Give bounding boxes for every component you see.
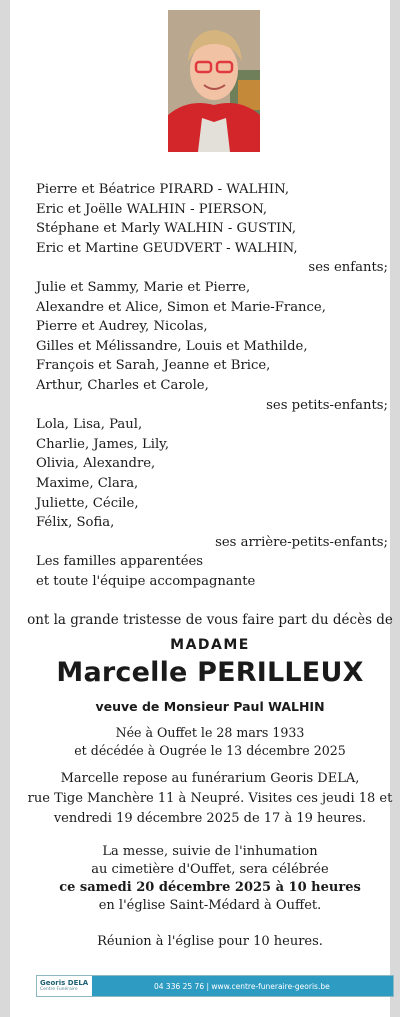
mass-datetime: ce samedi 20 décembre 2025 à 10 heures xyxy=(59,880,361,895)
mass-line: en l'église Saint-Médard à Ouffet. xyxy=(98,898,322,913)
family-line: et toute l'équipe accompagnante xyxy=(36,573,256,589)
funeral-home-logo xyxy=(37,976,92,996)
death-text: et décédée à Ougrée le 13 décembre 2025 xyxy=(74,743,346,758)
mass-block xyxy=(20,843,400,915)
obituary-page xyxy=(10,0,393,1017)
logo-name: Georis DELA xyxy=(40,979,89,987)
family-line: François et Sarah, Jeanne et Brice, xyxy=(36,358,271,374)
mass-line: au cimetière d'Ouffet, sera célébrée xyxy=(91,862,329,877)
visitation-line: rue Tige Manchère 11 à Neupré. Visites ces jeudi 18 et xyxy=(27,791,393,806)
title-text: MADAME xyxy=(170,637,250,653)
family-list xyxy=(36,180,396,591)
funeral-home-footer xyxy=(36,975,394,997)
family-line: Les familles apparentées xyxy=(36,554,204,570)
family-line: Julie et Sammy, Marie et Pierre, xyxy=(36,279,251,295)
portrait-photo xyxy=(168,10,260,152)
family-line: Eric et Martine GEUDVERT - WALHIN, xyxy=(36,240,298,256)
family-line: Stéphane et Marly WALHIN - GUSTIN, xyxy=(36,221,297,237)
contact-bar xyxy=(92,976,393,996)
mass-line: La messe, suivie de l'inhumation xyxy=(102,844,318,859)
family-line: Charlie, James, Lily, xyxy=(36,436,170,452)
family-line: Alexandre et Alice, Simon et Marie-France, xyxy=(36,299,326,315)
family-line: Olivia, Alexandre, xyxy=(36,456,156,472)
family-line: Juliette, Cécile, xyxy=(36,495,139,511)
relation-label: ses enfants; xyxy=(308,260,388,276)
relation-label: ses arrière-petits-enfants; xyxy=(215,534,388,550)
contact-text: 04 336 25 76 | www.centre-funeraire-georis.be xyxy=(154,981,330,991)
family-line: Lola, Lisa, Paul, xyxy=(36,417,143,433)
family-line: Maxime, Clara, xyxy=(36,475,139,491)
family-line: Félix, Sofia, xyxy=(36,515,115,531)
widow-of-text: veuve de Monsieur Paul WALHIN xyxy=(95,699,325,714)
visitation-line: Marcelle repose au funérarium Georis DELA, xyxy=(60,771,360,786)
family-line: Eric et Joëlle WALHIN - PIERSON, xyxy=(36,201,268,217)
relation-label: ses petits-enfants; xyxy=(266,397,388,413)
meeting-text: Réunion à l'église pour 10 heures. xyxy=(97,934,323,949)
family-line: Pierre et Béatrice PIRARD - WALHIN, xyxy=(36,182,290,197)
announcement-text: ont la grande tristesse de vous faire part du décès de xyxy=(27,612,393,628)
dates-block xyxy=(20,724,400,760)
family-line: Gilles et Mélissandre, Louis et Mathilde, xyxy=(36,338,308,354)
visitation-block xyxy=(20,769,400,829)
logo-subtitle: Centre Funéraire xyxy=(40,987,78,992)
deceased-name: Marcelle PERILLEUX xyxy=(56,657,364,688)
birth-text: Née à Ouffet le 28 mars 1933 xyxy=(115,725,305,740)
family-line: Arthur, Charles et Carole, xyxy=(36,377,209,393)
visitation-line: vendredi 19 décembre 2025 de 17 à 19 heures. xyxy=(53,811,367,826)
family-line: Pierre et Audrey, Nicolas, xyxy=(36,319,208,335)
